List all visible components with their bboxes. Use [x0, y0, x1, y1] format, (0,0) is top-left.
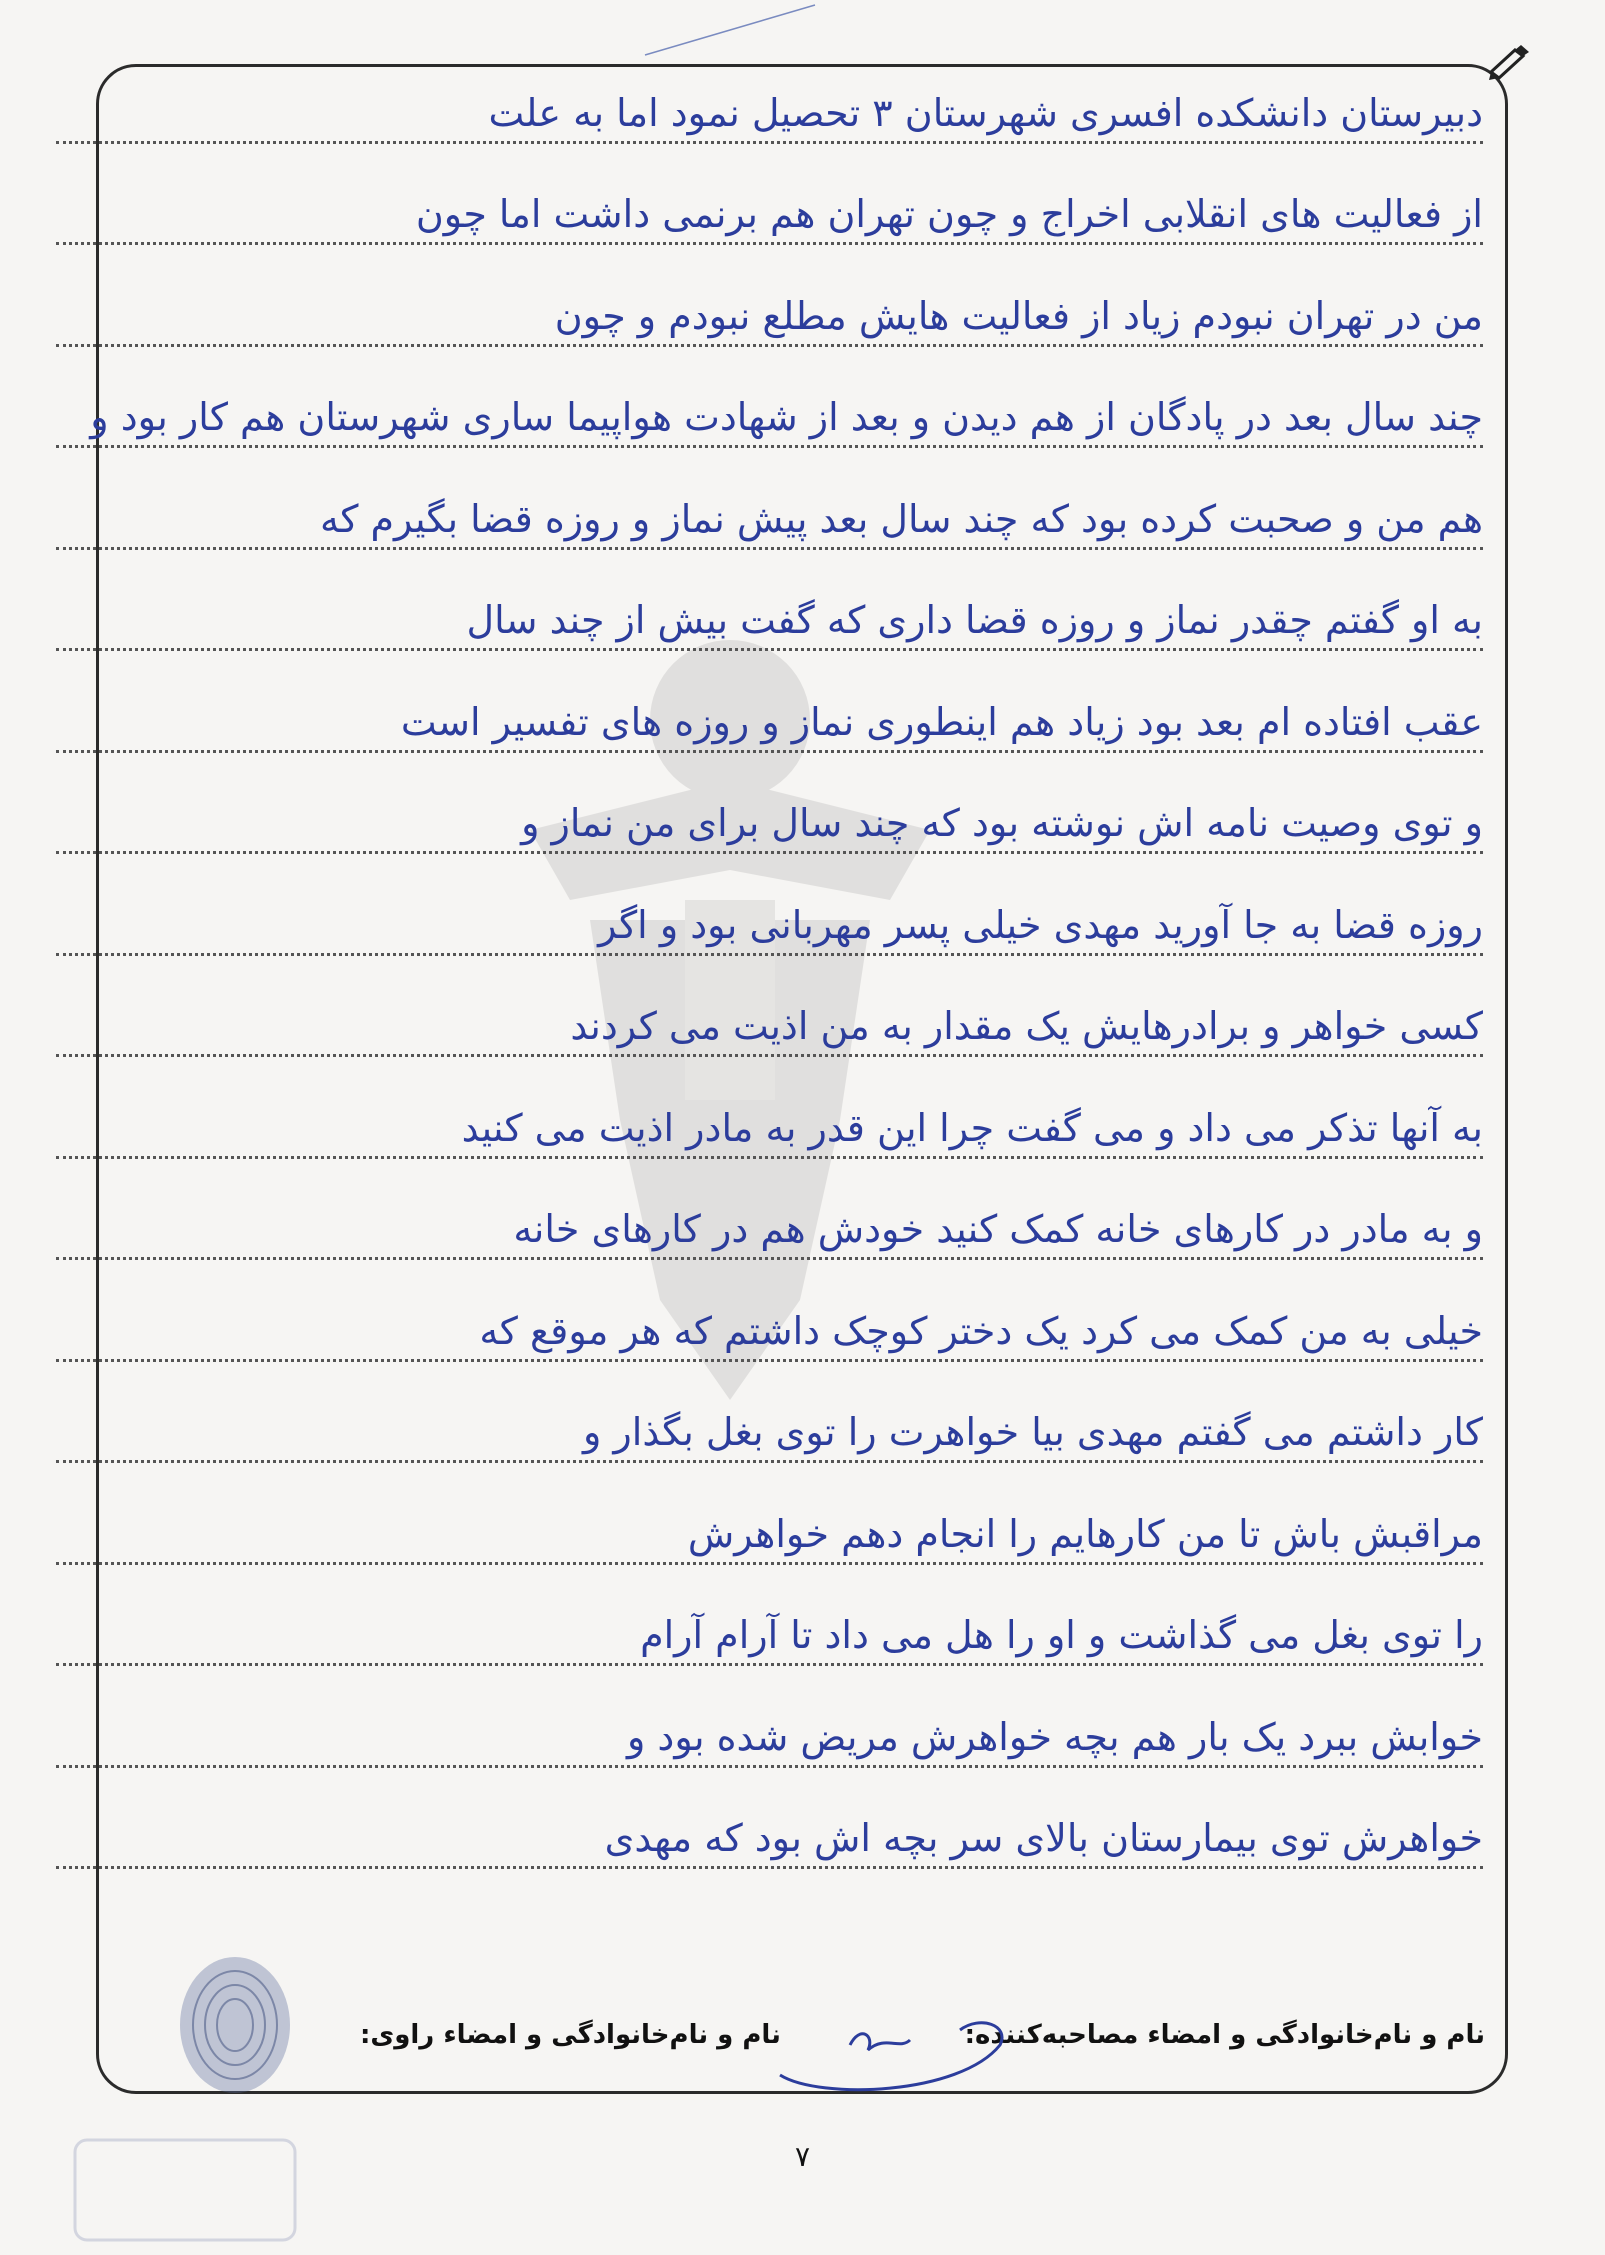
dotted-rule [56, 851, 1483, 854]
stray-pen-stroke [640, 0, 820, 60]
dotted-rule [56, 344, 1483, 347]
interviewer-label: نام و نام‌خانوادگی و امضاء مصاحبه‌کننده: [964, 2020, 1485, 2050]
handwritten-line [56, 263, 1549, 365]
handwritten-line [56, 1583, 1549, 1685]
interviewer-signature [760, 2005, 1020, 2095]
narrator-label: نام و نام‌خانوادگی و امضاء راوی: [360, 2020, 781, 2050]
handwritten-line [56, 974, 1549, 1076]
handwritten-text: را توی بغل می گذاشت و او را هل می داد تا آرام آرام [640, 1613, 1483, 1657]
dotted-rule [56, 242, 1483, 245]
handwritten-text: روزه قضا به جا آورید مهدی خیلی پسر مهربانی بود و اگر [598, 902, 1483, 947]
handwritten-line [56, 365, 1549, 467]
dotted-rule [56, 1460, 1483, 1463]
handwritten-line [56, 60, 1549, 162]
dotted-rule [56, 1663, 1483, 1666]
handwritten-text: از فعالیت های انقلابی اخراج و چون تهران هم برنمی داشت اما چون [415, 192, 1483, 236]
dotted-rule [56, 141, 1483, 144]
handwritten-line [56, 771, 1549, 873]
handwritten-line [56, 1177, 1549, 1279]
handwritten-line [56, 1481, 1549, 1583]
handwritten-line [56, 162, 1549, 264]
dotted-rule [56, 648, 1483, 651]
dotted-rule [56, 1562, 1483, 1565]
handwritten-text: دبیرستان دانشکده افسری شهرستان ۳ تحصیل نمود اما به علت [488, 90, 1483, 135]
dotted-rule [56, 953, 1483, 956]
handwritten-line [56, 1380, 1549, 1482]
dotted-rule [56, 1359, 1483, 1362]
handwritten-line [56, 1786, 1549, 1888]
handwritten-text: مراقبش باش تا من کارهایم را انجام دهم خواهرش [687, 1511, 1483, 1556]
handwritten-text: هم من و صحبت کرده بود که چند سال بعد پیش نماز و روزه قضا بگیرم که [319, 496, 1483, 541]
dotted-rule [56, 1156, 1483, 1159]
handwritten-line [56, 669, 1549, 771]
dotted-rule [56, 547, 1483, 550]
handwritten-line [56, 466, 1549, 568]
dotted-rule [56, 750, 1483, 753]
handwritten-text: و به مادر در کارهای خانه کمک کنید خودش هم در کارهای خانه [513, 1207, 1483, 1251]
handwritten-text: خوابش ببرد یک بار هم بچه خواهرش مریض شده بود و [626, 1714, 1483, 1759]
handwritten-text: کار داشتم می گفتم مهدی بیا خواهرت را توی بغل بگذار و [582, 1410, 1483, 1454]
handwritten-line [56, 568, 1549, 670]
handwritten-text: کسی خواهر و برادرهایش یک مقدار به من اذیت می کردند [570, 1004, 1483, 1048]
page-number: ۷ [794, 2140, 811, 2173]
handwritten-text: به آنها تذکر می داد و می گفت چرا این قدر به مادر اذیت می کنید [461, 1105, 1483, 1150]
handwritten-text: عقب افتاده ام بعد بود زیاد هم اینطوری نماز و روزه های تفسیر است [400, 699, 1483, 744]
dotted-rule [56, 445, 1483, 448]
dotted-rule [56, 1257, 1483, 1260]
handwritten-line [56, 1278, 1549, 1380]
fingerprint-mark [165, 1950, 305, 2100]
handwritten-text: به او گفتم چقدر نماز و روزه قضا داری که گفت بیش از چند سال [466, 598, 1483, 642]
dotted-rule [56, 1765, 1483, 1768]
dotted-rule [56, 1866, 1483, 1869]
handwritten-text: و توی وصیت نامه اش نوشته بود که چند سال برای من نماز و [521, 801, 1483, 845]
handwritten-text: چند سال بعد در پادگان از هم دیدن و بعد از شهادت هواپیما ساری شهرستان هم کار بود و [90, 395, 1483, 439]
handwritten-line [56, 1684, 1549, 1786]
handwritten-text: من در تهران نبودم زیاد از فعالیت هایش مطلع نبودم و چون [554, 293, 1483, 338]
handwritten-text: خیلی به من کمک می کرد یک دختر کوچک داشتم که هر موقع که [479, 1308, 1483, 1353]
handwritten-line [56, 1075, 1549, 1177]
dotted-rule [56, 1054, 1483, 1057]
handwritten-text: خواهرش توی بیمارستان بالای سر بچه اش بود که مهدی [604, 1816, 1483, 1860]
handwritten-line [56, 872, 1549, 974]
handwritten-lines [56, 60, 1549, 1887]
